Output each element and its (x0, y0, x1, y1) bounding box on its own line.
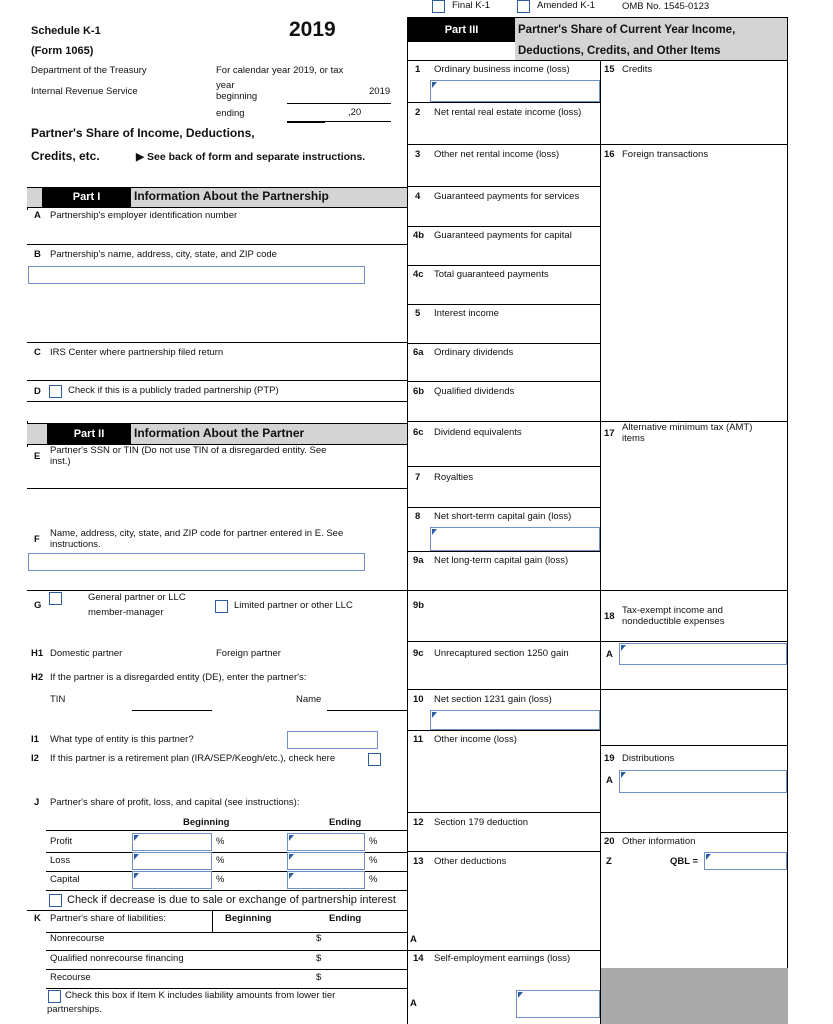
line-14-field[interactable] (516, 990, 600, 1018)
loss-beginning-pct: % (216, 855, 225, 866)
part1-tag: Part I (42, 188, 131, 207)
line-20-z: Z (606, 856, 612, 867)
item-k-label: Partner's share of liabilities: (50, 913, 166, 924)
line-17-num: 17 (604, 428, 615, 439)
line-18-a: A (606, 649, 613, 660)
line-6a-num: 6a (413, 347, 424, 358)
item-a-letter: A (34, 210, 41, 221)
line-1-num: 1 (415, 64, 421, 75)
line-4-num: 4 (415, 191, 421, 202)
line-17-label-2: items (622, 433, 645, 444)
line-18-label-1: Tax-exempt income and (622, 605, 723, 616)
retirement-plan-checkbox[interactable] (368, 753, 381, 766)
line-19-a: A (606, 775, 613, 786)
general-partner-label-1: General partner or LLC (88, 592, 186, 603)
item-c-label: IRS Center where partnership filed return (50, 347, 224, 358)
limited-partner-checkbox[interactable] (215, 600, 228, 613)
item-a-label: Partnership's employer identification number (50, 210, 238, 221)
line-9c-num: 9c (413, 648, 424, 659)
line-13-a: A (410, 934, 417, 945)
partnership-name-field[interactable] (28, 266, 365, 284)
tax-year-word: year (216, 80, 235, 91)
line-8-label: Net short-term capital gain (loss) (434, 511, 572, 522)
de-tin-line[interactable] (132, 710, 212, 711)
lower-tier-label-1: Check this box if Item K includes liability amounts from lower tier (65, 990, 336, 1001)
profit-ending-pct: % (369, 836, 378, 847)
j-ending-header: Ending (329, 817, 362, 828)
line-4c-label: Total guaranteed payments (434, 269, 549, 280)
k-ending-header: Ending (329, 913, 362, 924)
profit-ending-field[interactable] (287, 833, 365, 851)
line-18-field[interactable] (619, 643, 787, 665)
item-b-letter: B (34, 249, 41, 260)
ending-year-line (287, 121, 391, 122)
domestic-partner-label: Domestic partner (50, 648, 123, 659)
item-i2-letter: I2 (31, 753, 39, 764)
irs-label: Internal Revenue Service (31, 86, 138, 97)
j-beginning-header: Beginning (183, 817, 230, 828)
item-c-letter: C (34, 347, 41, 358)
twenty-label: ,20 (348, 107, 362, 118)
line-19-num: 19 (604, 753, 615, 764)
line-7-label: Royalties (434, 472, 474, 483)
line-17-label-1: Alternative minimum tax (AMT) (622, 422, 753, 433)
ending-date-line[interactable] (287, 122, 325, 123)
part1-title: Information About the Partnership (134, 189, 329, 203)
calendar-year-text: For calendar year 2019, or tax (216, 65, 344, 76)
line-12-num: 12 (413, 817, 424, 828)
item-j-letter: J (34, 797, 40, 808)
recourse-dollar: $ (316, 972, 322, 983)
general-partner-checkbox[interactable] (49, 592, 62, 605)
line-4-label: Guaranteed payments for services (434, 191, 580, 202)
line-4c-num: 4c (413, 269, 424, 280)
shaded-area (601, 968, 788, 1024)
ending-label: ending (216, 108, 245, 119)
line-2-label: Net rental real estate income (loss) (434, 107, 582, 118)
name-label: Name (296, 694, 322, 705)
item-b-label: Partnership's name, address, city, state, and ZIP code (50, 249, 277, 260)
line-6c-label: Dividend equivalents (434, 427, 522, 438)
line-10-label: Net section 1231 gain (loss) (434, 694, 552, 705)
loss-ending-field[interactable] (287, 852, 365, 870)
lower-tier-checkbox[interactable] (48, 990, 61, 1003)
part3-tag: Part III (408, 18, 515, 42)
dept-treasury: Department of the Treasury (31, 65, 147, 76)
item-k-letter: K (34, 913, 41, 924)
line-15-num: 15 (604, 64, 615, 75)
line-11-num: 11 (413, 734, 424, 745)
amended-k1-label: Amended K-1 (537, 0, 596, 11)
line-11-label: Other income (loss) (434, 734, 517, 745)
qualified-nonrecourse-label: Qualified nonrecourse financing (50, 953, 184, 964)
line-19-field[interactable] (619, 770, 787, 793)
capital-label: Capital (50, 874, 80, 885)
lower-tier-label-2: partnerships. (47, 1004, 102, 1015)
omb-number: OMB No. 1545-0123 (622, 1, 710, 12)
line-3-label: Other net rental income (loss) (434, 149, 560, 160)
capital-beginning-field[interactable] (132, 871, 212, 889)
item-h1-letter: H1 (31, 648, 44, 659)
line-3-num: 3 (415, 149, 421, 160)
profit-label: Profit (50, 836, 73, 847)
qbl-field[interactable] (704, 852, 787, 870)
line-5-label: Interest income (434, 308, 499, 319)
line-19-label: Distributions (622, 753, 675, 764)
line-12-label: Section 179 deduction (434, 817, 529, 828)
loss-label: Loss (50, 855, 71, 866)
final-k1-label: Final K-1 (452, 0, 491, 11)
item-h2-letter: H2 (31, 672, 44, 683)
profit-beginning-field[interactable] (132, 833, 212, 851)
part2-tag: Part II (47, 424, 131, 444)
qualified-nonrecourse-dollar: $ (316, 953, 322, 964)
line-9c-label: Unrecaptured section 1250 gain (434, 648, 569, 659)
beginning-label: beginning (216, 91, 258, 102)
line-16-label: Foreign transactions (622, 149, 709, 160)
decrease-sale-label: Check if decrease is due to sale or exchange of partnership interest (67, 894, 396, 906)
partner-name-field[interactable] (28, 553, 365, 571)
line-7-num: 7 (415, 472, 421, 483)
line-4b-label: Guaranteed payments for capital (434, 230, 572, 241)
item-f-letter: F (34, 534, 40, 545)
line-10-num: 10 (413, 694, 424, 705)
line-14-label: Self-employment earnings (loss) (434, 953, 571, 964)
item-e-letter: E (34, 451, 41, 462)
line-13-num: 13 (413, 856, 424, 867)
de-name-line[interactable] (327, 710, 407, 711)
part3-title-2: Deductions, Credits, and Other Items (518, 45, 721, 57)
item-d-label: Check if this is a publicly traded partnership (PTP) (68, 385, 279, 396)
line-6c-num: 6c (413, 427, 424, 438)
form-title-2: Credits, etc. (31, 149, 100, 163)
k-beginning-header: Beginning (225, 913, 272, 924)
amended-k1-checkbox[interactable] (517, 0, 530, 13)
beginning-date-line[interactable] (287, 103, 391, 104)
line-20-label: Other information (622, 836, 696, 847)
capital-ending-field[interactable] (287, 871, 365, 889)
tax-year: 2019 (289, 18, 336, 41)
line-18-label-2: nondeductible expenses (622, 616, 725, 627)
line-6b-label: Qualified dividends (434, 386, 515, 397)
schedule-title: Schedule K-1 (31, 25, 101, 37)
line-6b-num: 6b (413, 386, 425, 397)
ptp-checkbox[interactable] (49, 385, 62, 398)
profit-beginning-pct: % (216, 836, 225, 847)
form-title-1: Partner's Share of Income, Deductions, (31, 126, 255, 140)
line-9a-label: Net long-term capital gain (loss) (434, 555, 569, 566)
final-k1-checkbox[interactable] (432, 0, 445, 13)
line-14-a: A (410, 998, 417, 1009)
line-2-num: 2 (415, 107, 421, 118)
item-e-label-1: Partner's SSN or TIN (Do not use TIN of a disregarded entity. See (50, 445, 327, 456)
line-6a-label: Ordinary dividends (434, 347, 514, 358)
item-g-letter: G (34, 600, 42, 611)
line-8-field[interactable] (430, 527, 600, 551)
general-partner-label-2: member-manager (88, 607, 164, 618)
item-i1-label: What type of entity is this partner? (50, 734, 194, 745)
line-8-num: 8 (415, 511, 421, 522)
line-20-num: 20 (604, 836, 615, 847)
line-13-label: Other deductions (434, 856, 507, 867)
decrease-sale-checkbox[interactable] (49, 894, 62, 907)
line-16-num: 16 (604, 149, 615, 160)
item-i2-label: If this partner is a retirement plan (IRA/SEP/Keogh/etc.), check here (50, 753, 336, 764)
line-1-field[interactable] (430, 80, 600, 102)
loss-beginning-field[interactable] (132, 852, 212, 870)
line-14-num: 14 (413, 953, 424, 964)
year-2019-label: 2019 (369, 86, 391, 97)
item-e-label-2: inst.) (50, 456, 71, 467)
foreign-partner-label: Foreign partner (216, 648, 281, 659)
item-h2-label: If the partner is a disregarded entity (DE), enter the partner's: (50, 672, 307, 683)
see-back-instructions: ▶ See back of form and separate instructions. (136, 151, 366, 163)
line-18-num: 18 (604, 611, 615, 622)
limited-partner-label: Limited partner or other LLC (234, 600, 353, 611)
capital-ending-pct: % (369, 874, 378, 885)
item-f-label-1: Name, address, city, state, and ZIP code for partner entered in E. See (50, 528, 344, 539)
item-d-letter: D (34, 386, 41, 397)
line-5-num: 5 (415, 308, 421, 319)
capital-beginning-pct: % (216, 874, 225, 885)
entity-type-field[interactable] (287, 731, 378, 749)
loss-ending-pct: % (369, 855, 378, 866)
recourse-label: Recourse (50, 972, 91, 983)
nonrecourse-label: Nonrecourse (50, 933, 105, 944)
line-15-label: Credits (622, 64, 653, 75)
item-j-label: Partner's share of profit, loss, and capital (see instructions): (50, 797, 300, 808)
part2-title: Information About the Partner (134, 426, 305, 440)
tin-label: TIN (50, 694, 66, 705)
line-10-field[interactable] (430, 710, 600, 730)
item-i1-letter: I1 (31, 734, 39, 745)
nonrecourse-dollar: $ (316, 933, 322, 944)
line-9b-num: 9b (413, 600, 425, 611)
line-4b-num: 4b (413, 230, 425, 241)
item-f-label-2: instructions. (50, 539, 101, 550)
form-number: (Form 1065) (31, 45, 94, 57)
line-9a-num: 9a (413, 555, 424, 566)
part3-title-1: Partner's Share of Current Year Income, (518, 24, 736, 36)
qbl-label: QBL = (670, 856, 699, 867)
line-1-label: Ordinary business income (loss) (434, 64, 570, 75)
